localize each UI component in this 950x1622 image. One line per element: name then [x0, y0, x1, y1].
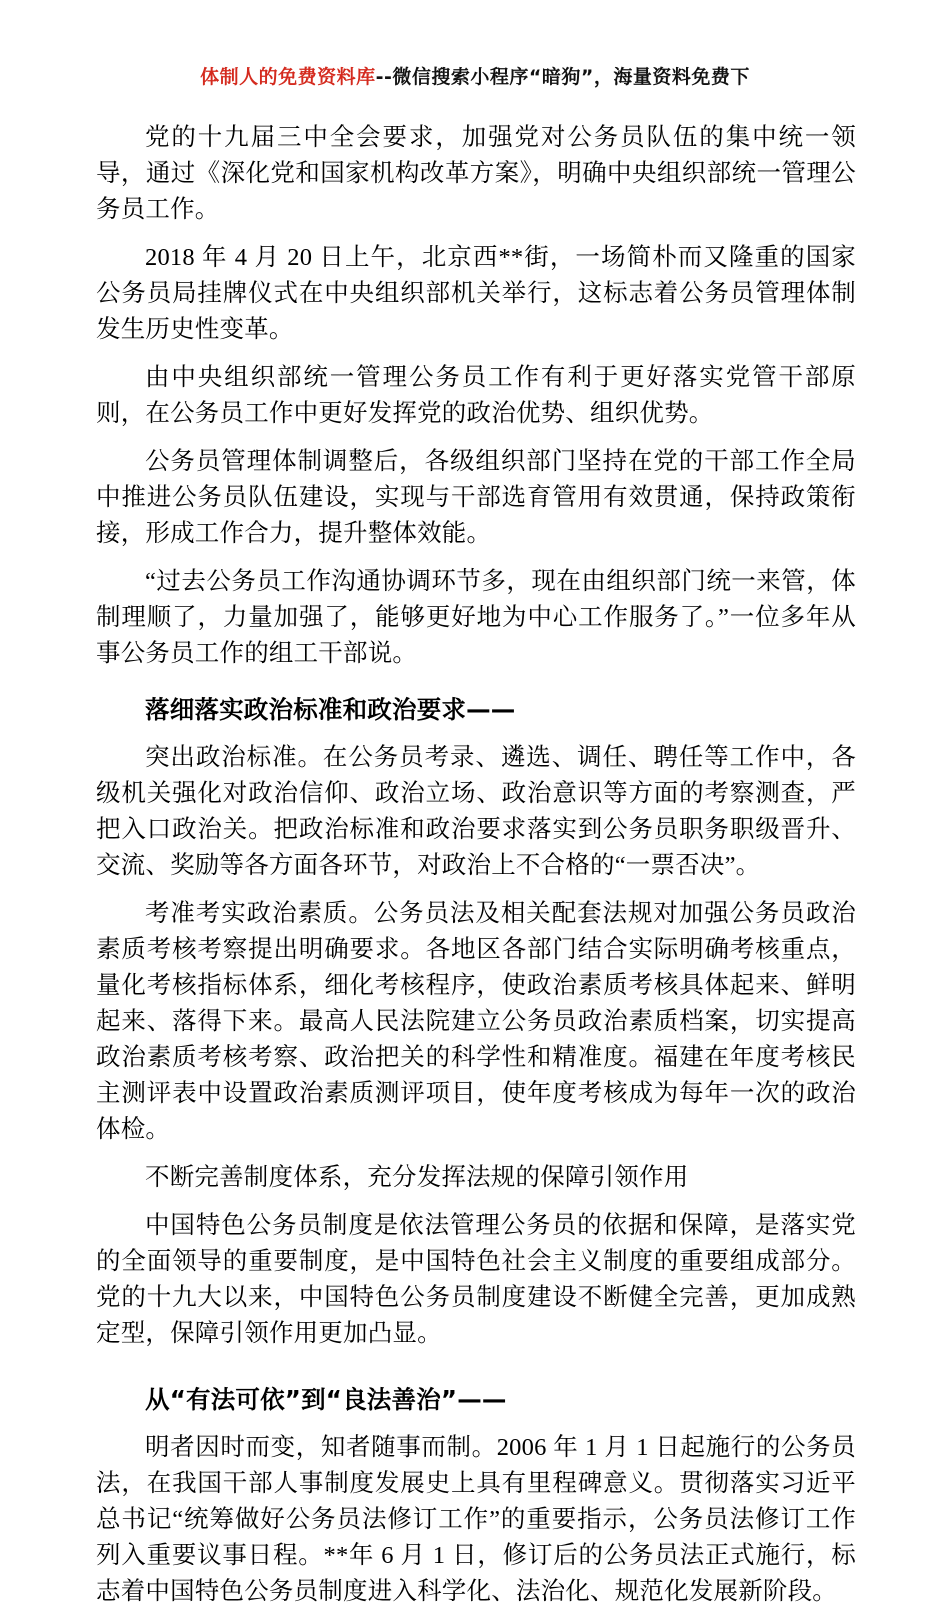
paragraph: 党的十九届三中全会要求，加强党对公务员队伍的集中统一领导，通过《深化党和国家机构改革方案》，明确中央组织部统一管理公务员工作。: [96, 124, 856, 223]
paragraph: 公务员管理体制调整后，各级组织部门坚持在党的干部工作全局中推进公务员队伍建设，实现与干部选育管用有效贯通，保持政策衔接，形成工作合力，提升整体效能。: [96, 448, 856, 547]
section-heading: 落细落实政治标准和政治要求——: [145, 695, 516, 724]
paragraph: 2018 年 4 月 20 日上午，北京西**街，一场简朴而又隆重的国家公务员局挂牌仪式在中央组织部机关举行，这标志着公务员管理体制发生历史性变革。: [96, 244, 856, 343]
watermark-banner: [0, 62, 950, 89]
paragraph: 由中央组织部统一管理公务员工作有利于更好落实党管干部原则，在公务员工作中更好发挥党的政治优势、组织优势。: [96, 364, 856, 427]
paragraph: “过去公务员工作沟通协调环节多，现在由组织部门统一来管，体制理顺了，力量加强了，能够更好地为中心工作服务了。”一位多年从事公务员工作的组工干部说。: [96, 568, 856, 667]
paragraph: 考准考实政治素质。公务员法及相关配套法规对加强公务员政治素质考核考察提出明确要求。各地区各部门结合实际明确考核重点，量化考核指标体系，细化考核程序，使政治素质考核具体起来、鲜明起来、落得下来。最高人民法院建立公务员政治素质档案，切实提高政治素质考核考察、政治把关的科学性和精准度。福建在年度考核民主测评表中设置政治素质测评项目，使年度考核成为每年一次的政治体检。: [96, 900, 856, 1143]
watermark-highlight: 体制人的免费资料库: [200, 66, 376, 88]
watermark-rest: --微信搜索小程序“暗狗”，海量资料免费下: [375, 66, 750, 88]
paragraph: 中国特色公务员制度是依法管理公务员的依据和保障，是落实党的全面领导的重要制度，是中国特色社会主义制度的重要组成部分。党的十九大以来，中国特色公务员制度建设不断健全完善，更加成熟定型，保障引领作用更加凸显。: [96, 1212, 856, 1347]
paragraph: 突出政治标准。在公务员考录、遴选、调任、聘任等工作中，各级机关强化对政治信仰、政治立场、政治意识等方面的考察测查，严把入口政治关。把政治标准和政治要求落实到公务员职务职级晋升、交流、奖励等各方面各环节，对政治上不合格的“一票否决”。: [96, 744, 856, 879]
paragraph: 不断完善制度体系，充分发挥法规的保障引领作用: [145, 1164, 689, 1191]
paragraph: 明者因时而变，知者随事而制。2006 年 1 月 1 日起施行的公务员法，在我国干部人事制度发展史上具有里程碑意义。贯彻落实习近平总书记“统筹做好公务员法修订工作”的重要指示，公务员法修订工作列入重要议事日程。**年 6 月 1 日，修订后的公务员法正式施行，标志着中国特色公务员制度进入科学化、法治化、规范化发展新阶段。: [96, 1434, 856, 1605]
section-heading: 从“有法可依”到“良法善治”——: [145, 1385, 507, 1414]
document-body: [96, 120, 856, 1622]
